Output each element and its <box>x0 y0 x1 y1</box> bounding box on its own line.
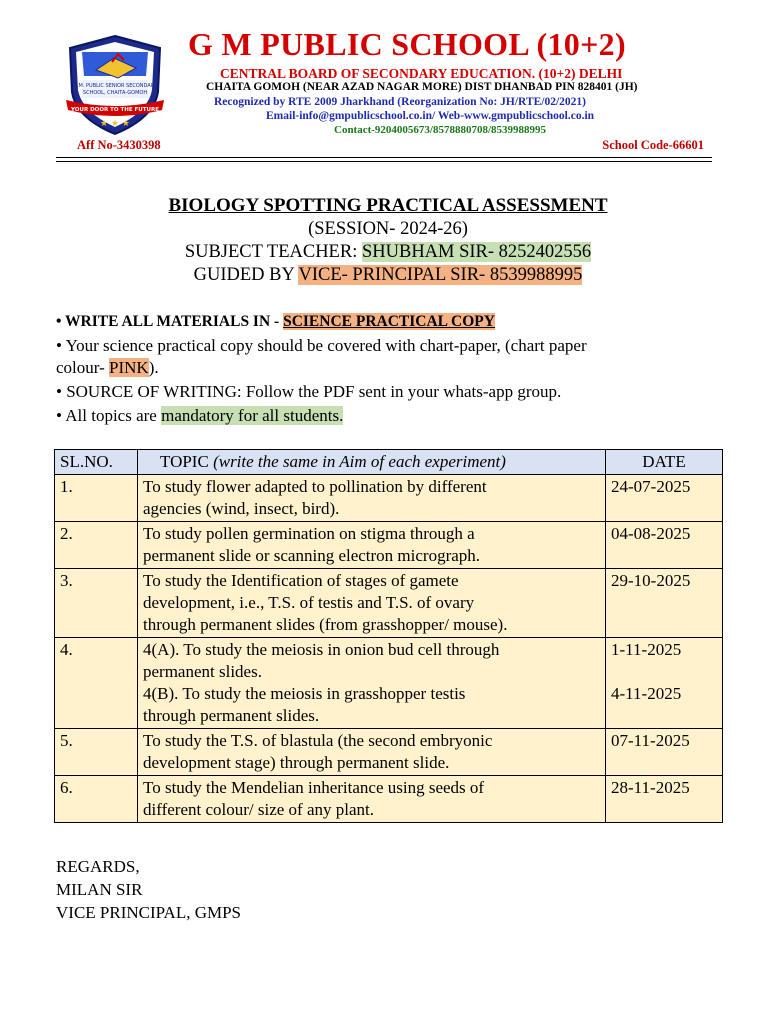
instruction-3: • SOURCE OF WRITING: Follow the PDF sent in your whats-app group. <box>56 382 562 401</box>
instruction-1-highlight: SCIENCE PRACTICAL COPY <box>283 313 495 330</box>
header-sl: SL.NO. <box>55 450 138 475</box>
instruction-2-line1: • Your science practical copy should be covered with chart-paper, (chart paper <box>56 336 587 355</box>
instruction-4-highlight: mandatory for all students. <box>161 406 344 425</box>
signature-regards: REGARDS, <box>56 857 140 876</box>
header-date: DATE <box>606 450 723 475</box>
session-line: (SESSION- 2024-26) <box>308 219 468 239</box>
instruction-2-line2 <box>56 358 159 378</box>
row-date: 28-11-2025 <box>606 776 723 823</box>
address-line: CHAITA GOMOH (NEAR AZAD NAGAR MORE) DIST DHANBAD PIN 828401 (JH) <box>206 81 638 93</box>
row-date <box>606 638 723 729</box>
row-date: 04-08-2025 <box>606 522 723 569</box>
guided-value: VICE- PRINCIPAL SIR- 8539988995 <box>298 265 583 285</box>
signature-name: MILAN SIR <box>56 880 143 899</box>
table-row <box>55 522 723 569</box>
topic-line: 4(B). To study the meiosis in grasshopper testis <box>143 684 466 703</box>
topic-line: agencies (wind, insect, bird). <box>143 499 340 518</box>
row-sl: 4. <box>55 638 138 729</box>
topic-line: To study pollen germination on stigma through a <box>143 524 475 543</box>
date-line: 1-11-2025 <box>611 640 682 659</box>
instruction-4-prefix: • All topics are <box>56 406 162 425</box>
header-divider-2 <box>56 161 712 162</box>
school-code: School Code-66601 <box>602 138 704 152</box>
instruction-1 <box>56 313 495 331</box>
row-sl: 3. <box>55 569 138 638</box>
row-topic <box>138 776 606 823</box>
topic-line: through permanent slides. <box>143 706 320 725</box>
topic-table <box>54 449 723 823</box>
row-date: 29-10-2025 <box>606 569 723 638</box>
school-crest-icon <box>62 34 168 138</box>
signature-title: VICE PRINCIPAL, GMPS <box>56 903 241 922</box>
topic-line: To study the T.S. of blastula (the second embryonic <box>143 731 493 750</box>
instruction-4 <box>56 406 343 426</box>
teacher-value: SHUBHAM SIR- 8252402556 <box>361 242 592 262</box>
table-row <box>55 569 723 638</box>
header-topic-note: (write the same in Aim of each experiment) <box>213 452 506 471</box>
header-topic <box>138 450 606 475</box>
row-topic <box>138 638 606 729</box>
teacher-line <box>0 242 768 263</box>
guided-line <box>0 265 768 286</box>
topic-line: To study flower adapted to pollination by different <box>143 477 487 496</box>
school-name: G M PUBLIC SCHOOL (10+2) <box>188 26 626 62</box>
instruction-2-suffix: ). <box>148 358 159 377</box>
table-row <box>55 638 723 729</box>
topic-line: To study the Mendelian inheritance using seeds of <box>143 778 485 797</box>
svg-text:G.M. PUBLIC SENIOR SECONDARY: G.M. PUBLIC SENIOR SECONDARY <box>73 83 157 89</box>
aff-number: Aff No-3430398 <box>77 138 161 152</box>
instruction-2-highlight: PINK <box>109 358 149 377</box>
email-web-line[interactable]: Email-info@gmpublicschool.co.in/ Web-www.gmpublicschool.co.in <box>266 110 595 122</box>
table-row <box>55 776 723 823</box>
topic-line: permanent slides. <box>143 662 262 681</box>
teacher-label: SUBJECT TEACHER: <box>184 242 362 262</box>
table-header-row <box>55 450 723 475</box>
header-divider <box>56 157 712 158</box>
row-sl: 1. <box>55 475 138 522</box>
row-sl: 2. <box>55 522 138 569</box>
row-topic <box>138 522 606 569</box>
date-gap <box>611 661 717 683</box>
topic-line: permanent slide or scanning electron micrograph. <box>143 546 481 565</box>
topic-line: 4(A). To study the meiosis in onion bud cell through <box>143 640 500 659</box>
instruction-1-text: • WRITE ALL MATERIALS IN - <box>56 313 284 330</box>
svg-text:★ ★ ★: ★ ★ ★ <box>100 119 130 129</box>
recognition-line: Recognized by RTE 2009 Jharkhand (Reorganization No: JH/RTE/02/2021) <box>214 96 586 108</box>
svg-text:SCHOOL, CHAITA-GOMOH: SCHOOL, CHAITA-GOMOH <box>82 90 148 96</box>
topic-line: through permanent slides (from grasshopper/ mouse). <box>143 615 508 634</box>
topic-line: different colour/ size of any plant. <box>143 800 374 819</box>
row-topic <box>138 569 606 638</box>
row-topic <box>138 729 606 776</box>
header-topic-label: TOPIC <box>160 452 214 471</box>
instruction-2-prefix: colour- <box>56 358 110 377</box>
row-date: 24-07-2025 <box>606 475 723 522</box>
table-row <box>55 729 723 776</box>
school-logo <box>62 34 168 138</box>
guided-label: GUIDED BY <box>193 265 299 285</box>
board-line: CENTRAL BOARD OF SECONDARY EDUCATION. (10+2) DELHI <box>220 66 623 81</box>
row-topic <box>138 475 606 522</box>
topic-line: To study the Identification of stages of gamete <box>143 571 459 590</box>
table-row <box>55 475 723 522</box>
page-title: BIOLOGY SPOTTING PRACTICAL ASSESSMENT <box>168 195 608 216</box>
row-sl: 5. <box>55 729 138 776</box>
svg-text:YOUR DOOR TO THE FUTURE: YOUR DOOR TO THE FUTURE <box>71 107 159 113</box>
row-sl: 6. <box>55 776 138 823</box>
row-date: 07-11-2025 <box>606 729 723 776</box>
contact-line: Contact-9204005673/8578880708/8539988995 <box>334 124 547 136</box>
topic-line: development, i.e., T.S. of testis and T.S. of ovary <box>143 593 475 612</box>
date-line: 4-11-2025 <box>611 684 682 703</box>
topic-line: development stage) through permanent slide. <box>143 753 450 772</box>
